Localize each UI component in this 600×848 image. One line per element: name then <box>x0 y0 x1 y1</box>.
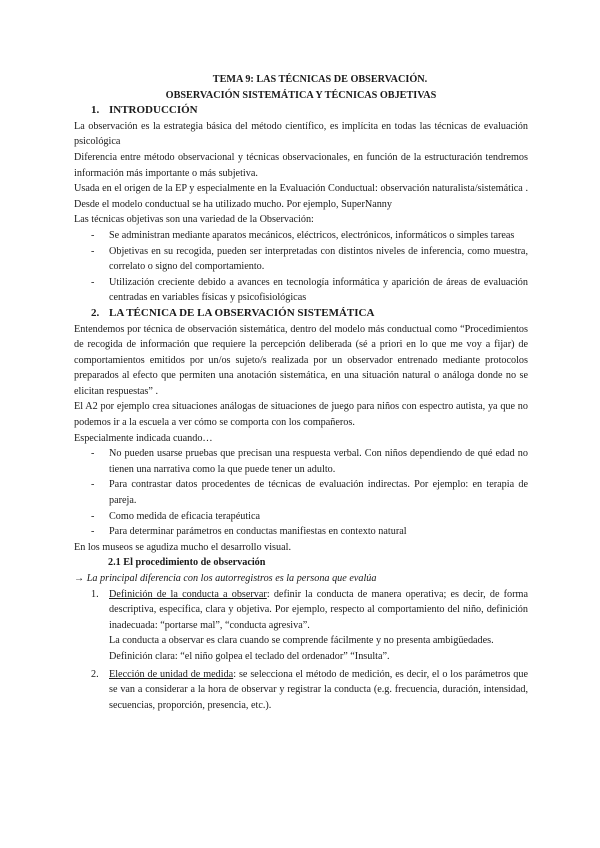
section-1-heading <box>74 103 528 119</box>
list-item: - Objetivas en su recogida, pueden ser interpretadas con distintos niveles de inferencia, como muestra, correlato o signo del comportamiento. <box>74 244 528 275</box>
document-title: TEMA 9: LAS TÉCNICAS DE OBSERVACIÓN. <box>212 74 428 85</box>
document-body <box>74 72 528 713</box>
section-1-title: INTRODUCCIÓN <box>109 104 198 117</box>
item-extra: Definición clara: “el niño golpea el teclado del ordenador” “Insulta”. <box>109 650 390 662</box>
list-item <box>74 667 528 714</box>
item-number: 1. <box>91 588 99 600</box>
section-2-heading <box>74 306 528 322</box>
paragraph: Entendemos por técnica de observación sistemática, dentro del modelo más conductual como “Procedimientos de recogida de información que requiere la percepción deliberada (sé a priori en lo que me voy a fijar) de comportamientos emitidos por un/os sujeto/s realizada por un observador entrenado mediante protocolos preparados al efecto que permiten una anotación sistemática, en una situación natural o análoga donde no se elicitan respuestas” . <box>74 323 528 397</box>
paragraph: Diferencia entre método observacional y técnicas observacionales, en función de la estructuración tendremos información más importante o más subjetiva. <box>74 151 528 179</box>
list-item: - Utilización creciente debido a avances en tecnología informática y aparición de áreas de evaluación centradas en variables físicas y psicofisiológicas <box>74 275 528 306</box>
list-item <box>74 587 528 665</box>
section-2-number: 2. <box>91 306 100 319</box>
list-item: - Se administran mediante aparatos mecánicos, eléctricos, electrónicos, informáticos o simples tareas <box>74 228 528 244</box>
section-1-number: 1. <box>91 104 100 117</box>
arrow-icon: → <box>74 573 85 584</box>
item-number: 2. <box>91 668 99 680</box>
section-2-title: LA TÉCNICA DE LA OBSERVACIÓN SISTEMÁTICA <box>109 306 375 319</box>
item-title: Elección de unidad de medida <box>109 668 234 680</box>
list-item: - Para determinar parámetros en conductas manifiestas en contexto natural <box>74 524 528 540</box>
paragraph: En los museos se agudiza mucho el desarrollo visual. <box>74 541 292 553</box>
numbered-list <box>74 587 528 714</box>
document-subtitle: OBSERVACIÓN SISTEMÁTICA Y TÉCNICAS OBJETIVAS <box>165 89 437 101</box>
subsection-note <box>74 571 528 587</box>
item-title: Definición de la conducta a observar <box>109 588 267 600</box>
paragraph: La observación es la estrategia básica del método científico, es implícita en todas las técnicas de evaluación psicológica <box>74 120 528 148</box>
paragraph: Las técnicas objetivas son una variedad de la Observación: <box>74 214 314 226</box>
bullet-list <box>74 228 528 306</box>
subsection-heading: 2.1 El procedimiento de observación <box>108 557 266 569</box>
list-item: - Como medida de eficacia terapéutica <box>74 509 528 525</box>
list-item: - No pueden usarse pruebas que precisan una respuesta verbal. Con niños dependiendo de qué edad no tienen una narrativa como la que puede tener un adulto. <box>74 446 528 477</box>
paragraph: Usada en el origen de la EP y especialmente en la Evaluación Conductual: observación naturalista/sistemática . Desde el modelo conductual se ha utilizado mucho. Por ejemplo, SuperNanny <box>74 183 528 210</box>
paragraph: Especialmente indicada cuando… <box>74 432 213 444</box>
list-item: - Para contrastar datos procedentes de técnicas de evaluación indirectas. Por ejemplo: en terapia de pareja. <box>74 477 528 508</box>
bullet-list <box>74 446 528 540</box>
note-text: La principal diferencia con los autorregistros es la persona que evalúa <box>86 573 377 584</box>
paragraph: El A2 por ejemplo crea situaciones análogas de situaciones de juego para niños con espectro autista, ya que no podemos ir a la escuela a ver cómo se comporta con los compañeros. <box>74 401 528 429</box>
item-extra: La conducta a observar es clara cuando se comprende fácilmente y no presenta ambigüedades. <box>109 635 494 647</box>
item-text: : se selecciona el método de medición, es decir, el o los parámetros que se van a considerar a la hora de observar y registrar la conducta (e.g. frecuencia, duración, intensidad, secuencias, proporción, presencia, etc.). <box>109 668 528 711</box>
item-text: : definir la conducta de manera operativa; es decir, de forma descriptiva, específica, clara y objetiva. Por ejemplo, respecto al comportamiento del niño, definición inadecuada: “portarse mal”, “conducta agresiva”. <box>109 588 528 631</box>
